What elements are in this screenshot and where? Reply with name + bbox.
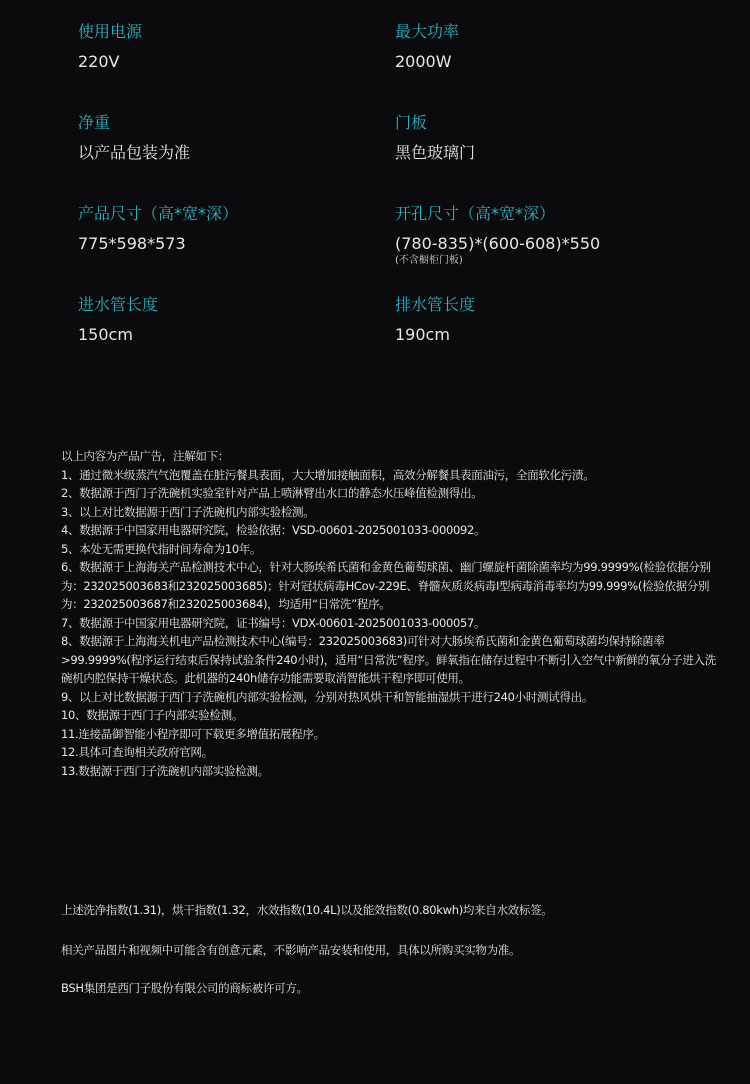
spec-value: 220V bbox=[78, 52, 120, 71]
spec-product-size bbox=[78, 204, 378, 254]
spec-value: 2000W bbox=[395, 52, 452, 71]
footnote-item: 11.连接晶御智能小程序即可下载更多增值拓展程序。 bbox=[61, 726, 325, 741]
footnote-item: 4、数据源于中国家用电器研究院，检验依据：VSD-00601-2025001033-000092。 bbox=[61, 523, 486, 537]
spec-value: 190cm bbox=[395, 325, 450, 344]
footnote-item: 13.数据源于西门子洗碗机内部实验检测。 bbox=[61, 763, 269, 778]
spec-power-supply bbox=[78, 22, 378, 72]
spec-value: 以产品包装为准 bbox=[78, 143, 191, 162]
spec-label: 使用电源 bbox=[78, 22, 143, 41]
spec-label: 排水管长度 bbox=[395, 295, 476, 314]
footnote-item: 5、本处无需更换代指时间寿命为10年。 bbox=[61, 541, 262, 556]
spec-value: 黑色玻璃门 bbox=[395, 143, 476, 162]
footnote-item: 9、以上对比数据源于西门子洗碗机内部实验检测，分别对热风烘干和智能抽湿烘干进行240小时测试得出。 bbox=[61, 689, 594, 704]
footnote-item: 12.具体可查询相关政府官网。 bbox=[61, 745, 213, 759]
footnotes bbox=[61, 447, 721, 780]
spec-value: 150cm bbox=[78, 325, 133, 344]
spec-label: 开孔尺寸（高*宽*深） bbox=[395, 204, 556, 223]
footnote-item: 2、数据源于西门子洗碗机实验室针对产品上喷淋臂出水口的静态水压峰值检测得出。 bbox=[61, 486, 483, 500]
footnote-item: 3、以上对比数据源于西门子洗碗机内部实验检测。 bbox=[61, 504, 315, 519]
spec-door-panel bbox=[395, 113, 695, 163]
spec-label: 最大功率 bbox=[395, 22, 460, 41]
footnote-item: 7、数据源于中国家用电器研究院，证书编号：VDX-00601-2025001033-000057。 bbox=[61, 615, 486, 630]
footnotes-intro: 以上内容为产品广告，注解如下： bbox=[61, 449, 229, 463]
spec-inlet-hose-length bbox=[78, 295, 378, 345]
spec-net-weight bbox=[78, 113, 378, 163]
spec-value: (780-835)*(600-608)*550 bbox=[395, 234, 601, 253]
spec-label: 产品尺寸（高*宽*深） bbox=[78, 204, 239, 223]
spec-label: 进水管长度 bbox=[78, 295, 159, 314]
spec-drain-hose-length bbox=[395, 295, 695, 345]
footnote-item: 8、数据源于上海海关机电产品检测技术中心(编号：232025003683)可针对大肠埃希氏菌和金黄色葡萄球菌均保持除菌率 >99.9999%(程序运行结束后保持试验条件240小时)，适用“日常洗”程序。鲜氧指在储存过程中不断引入空气中新鲜的氧分子进入洗碗机内腔保持干燥状态。此机器的240h储存功能需要取消智能烘干程序即可使用。 bbox=[61, 634, 716, 685]
trademark-statement: BSH集团是西门子股份有限公司的商标被许可方。 bbox=[61, 981, 308, 995]
footnote-item: 10、数据源于西门子内部实验检测。 bbox=[61, 708, 244, 722]
efficiency-statement: 上述洗净指数(1.31)，烘干指数(1.32，水效指数(10.4L)以及能效指数(0.80kwh)均来自水效标签。 bbox=[61, 903, 553, 917]
footnote-item: 1、通过微米级蒸汽气泡覆盖在脏污餐具表面，大大增加接触面积，高效分解餐具表面油污，全面软化污渍。 bbox=[61, 467, 595, 482]
spec-label: 净重 bbox=[78, 113, 111, 132]
spec-max-power bbox=[395, 22, 695, 72]
spec-note: (不含橱柜门板) bbox=[395, 255, 463, 266]
spec-cutout-size bbox=[395, 204, 695, 267]
spec-value: 775*598*573 bbox=[78, 234, 186, 253]
spec-label: 门板 bbox=[395, 113, 428, 132]
footnote-item: 6、数据源于上海海关产品检测技术中心，针对大肠埃希氏菌和金黄色葡萄球菌、幽门螺旋杆菌除菌率均为99.9999%(检验依据分别为：232025003683和232025003685)；针对冠状病毒HCov-229E、脊髓灰质炎病毒I型病毒消毒率均为99.999%(检验依据分别为：232025003687和232025003684)，均适用“日常洗”程序。 bbox=[61, 560, 711, 611]
image-disclaimer: 相关产品图片和视频中可能含有创意元素，不影响产品安装和使用，具体以所购买实物为准。 bbox=[61, 943, 521, 957]
